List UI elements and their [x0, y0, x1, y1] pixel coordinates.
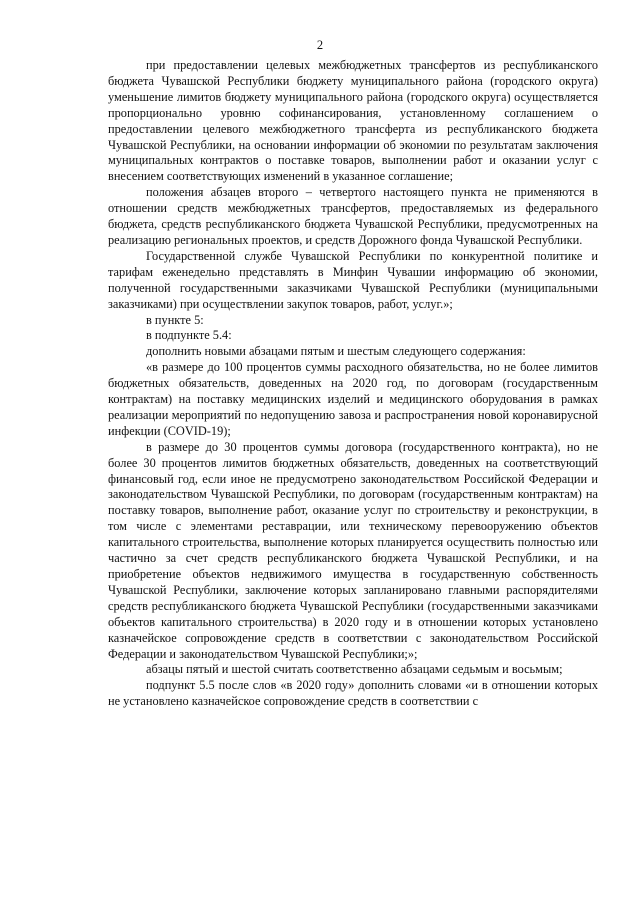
document-body — [108, 58, 598, 710]
paragraph-2: положения абзацев второго – четвертого настоящего пункта не применяются в отношении средств межбюджетных трансфертов, предоставляемых из федерального бюджета, средств республиканского бюджета Чувашской Республики, предусмотренных на реализацию региональных проектов, и средств Дорожного фонда Чувашской Республики. — [108, 185, 598, 247]
paragraph-5: в подпункте 5.4: — [146, 328, 232, 343]
paragraph-7: «в размере до 100 процентов суммы расходного обязательства, но не более лимитов бюджетных обязательств, доведенных на 2020 год, по договорам (государственным контрактам) на поставку медицинских изделий и медицинского оборудования в рамках реализации мероприятий по недопущению завоза и распространения новой коронавирусной инфекции (COVID-19); — [108, 360, 598, 438]
page-number: 2 — [316, 38, 324, 52]
paragraph-6: дополнить новыми абзацами пятым и шестым следующего содержания: — [146, 344, 526, 359]
paragraph-10: подпункт 5.5 после слов «в 2020 году» дополнить словами «и в отношении которых не установлено казначейское сопровождение средств в соответствии с — [108, 678, 598, 709]
paragraph-4: в пункте 5: — [146, 312, 204, 327]
paragraph-9: абзацы пятый и шестой считать соответственно абзацами седьмым и восьмым; — [146, 662, 563, 677]
paragraph-8: в размере до 30 процентов суммы договора (государственного контракта), но не более 30 процентов лимитов бюджетных обязательств, доведенных на соответствующий финансовый год, если иное не предусмотрено законодательством Российской Федерации и законодательством Чувашской Республики, по договорам (государственным контрактам) на поставку товаров, выполнение работ, оказание услуг по строительству и реконструкции, в том числе с элементами реставрации, или техническому перевооружению объектов капитального строительства, выполнение которых планируется осуществить полностью или частично за счет средств республиканского бюджета Чувашской Республики, и на приобретение объектов недвижимого имущества в государственную собственность Чувашской Республики, заключение которых запланировано главными распорядителями средств республиканского бюджета Чувашской Республики (государственными заказчиками объектов капитального строительства) в 2020 году и в отношении которых установлено казначейское сопровождение средств в соответствии с законодательством Российской Федерации и законодательством Чувашской Республики;»; — [108, 439, 598, 661]
paragraph-1: при предоставлении целевых межбюджетных трансфертов из республиканского бюджета Чувашской Республики бюджету муниципального района (городского округа) уменьшение лимитов бюджету муниципального района (городского округа) осуществляется пропорционально уровню софинансирования, установленному соглашением о предоставлении целевого межбюджетного трансферта из республиканского бюджета Чувашской Республики, на основании информации об экономии по результатам заключения муниципальных контрактов о поставке товаров, выполнении работ и оказании услуг с внесением соответствующих изменений в указанное соглашение; — [108, 58, 598, 184]
paragraph-3: Государственной службе Чувашской Республики по конкурентной политике и тарифам еженедельно представлять в Минфин Чувашии информацию об экономии, полученной государственными заказчиками Чувашской Республики (муниципальными заказчиками) при осуществлении закупок товаров, работ, услуг.»; — [108, 248, 598, 311]
